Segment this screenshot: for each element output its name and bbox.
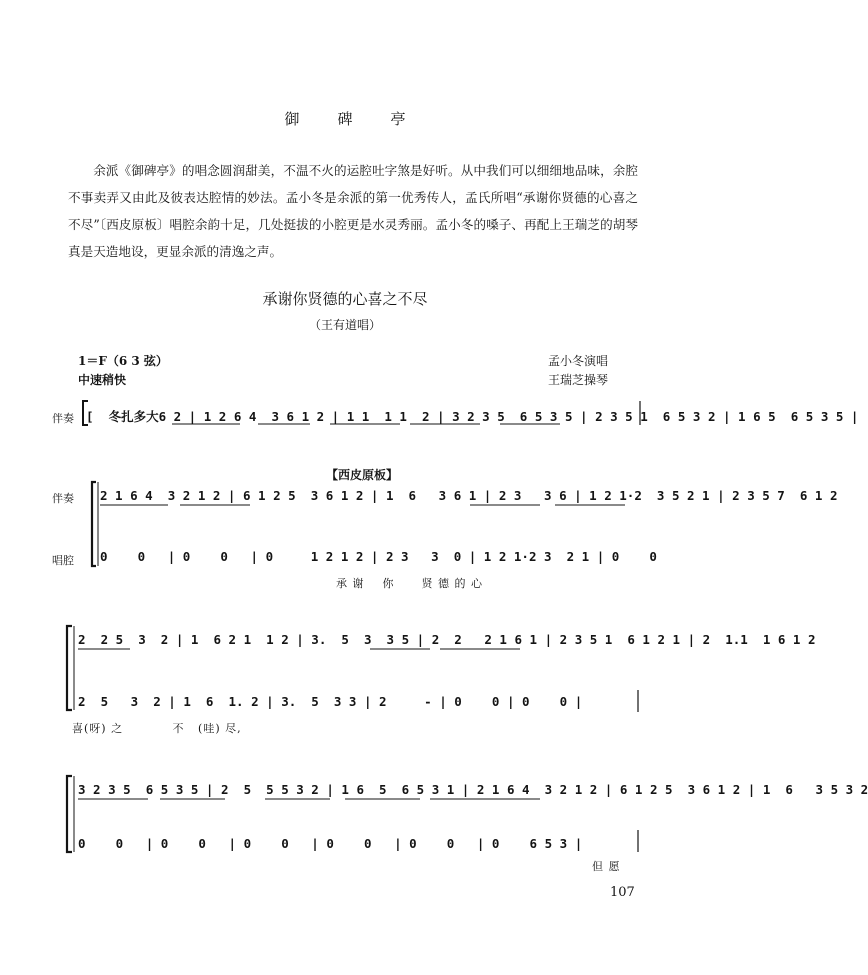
lyrics-row4: 但 愿 — [592, 860, 621, 873]
notation-row3-vocal: 2 5 3 2 | 1 6 1. 2 | 3. 5 3 3 | 2 - | 0 0 | 0 0 | — [78, 694, 583, 709]
song-subtitle: （王有道唱） — [308, 318, 381, 332]
accompanist-credit: 王瑞芝操琴 — [548, 373, 609, 387]
notation-row3-accomp: 2 2 5 3 2 | 1 6 2 1 1 2 | 3. 5 3 3 5 | 2 2 2 1 6 1 | 2 3 5 1 6 1 2 1 | 2 1.1 1 6 1 2 — [78, 632, 816, 647]
song-title: 承谢你贤德的心喜之不尽 — [262, 290, 428, 308]
intro-paragraph: 余派《御碑亭》的唱念圆润甜美，不温不火的运腔吐字煞是好听。从中我们可以细细地品味，余腔不事卖弄又由此及彼表达腔情的妙法。孟小冬是余派的第一优秀传人，孟氏所唱“承谢你贤德的心喜之不尽”〔西皮原板〕唱腔余韵十足，几处挺拔的小腔更是水灵秀丽。孟小冬的嗓子、再配上王瑞芝的胡琴真是天造地设，更显余派的清逸之声。 — [68, 163, 638, 259]
notation-row2-vocal: 0 0 | 0 0 | 0 1 2 1 2 | 2 3 3 0 | 1 2 1·2 3 2 1 | 0 0 — [100, 549, 657, 564]
accomp-label-2: 伴奏 — [52, 492, 74, 505]
notation-row4-vocal: 0 0 | 0 0 | 0 0 | 0 0 | 0 0 | 0 6 5 3 | — [78, 836, 583, 851]
page-number: 107 — [610, 885, 635, 900]
notation-row4-accomp: 3 2 3 5 6 5 3 5 | 2 5 5 5 3 2 | 1 6 5 6 5 3 1 | 2 1 6 4 3 2 1 2 | 6 1 2 5 3 6 1 2 | 1 6 3 5 3 2 — [78, 782, 868, 797]
notation-row1-accomp: [ 冬扎多大6 2 | 1 2 6 4 3 6 1 2 | 1 1 1 1 2 | 3 2 3 5 6 5 3 5 | 2 3 5 1 6 5 3 2 | 1 6 5 6 5 3 5 | — [86, 409, 859, 424]
vocal-label-2: 唱腔 — [52, 554, 74, 567]
lyrics-row2: 承 谢 你 贤 德 的 心 — [336, 577, 483, 590]
accomp-label-1: 伴奏 — [52, 412, 74, 425]
key-signature: 1＝F（6 3 弦） — [78, 354, 168, 368]
notation-row2-accomp: 2 1 6 4 3 2 1 2 | 6 1 2 5 3 6 1 2 | 1 6 3 6 1 | 2 3 3 6 | 1 2 1·2 3 5 2 1 | 2 3 5 7 6 1 2 — [100, 488, 838, 503]
performer-credit: 孟小冬演唱 — [548, 354, 609, 368]
tempo-marking: 中速稍快 — [78, 373, 127, 387]
piece-title: 御碑亭 — [284, 110, 444, 128]
banzhi-marking: 【西皮原板】 — [326, 468, 399, 482]
lyrics-row3: 喜(呀) 之 不 (哇) 尽, — [72, 722, 242, 735]
